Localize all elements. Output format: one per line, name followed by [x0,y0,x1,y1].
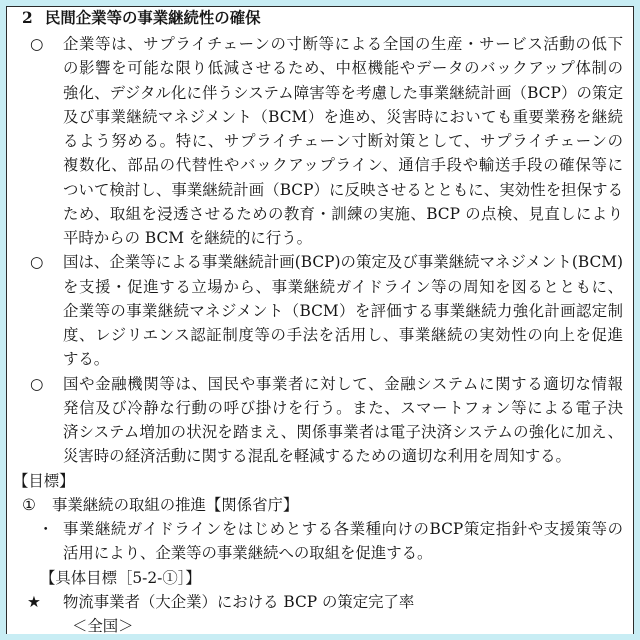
paragraph-line: 企業等は、サプライチェーンの寸断等による全国の生産・サービス活動の低下 [63,35,623,53]
paragraph-line: 事業継続ガイドラインをはじめとする各業種向けのBCP策定指針や支援策等の [63,520,623,538]
circle-bullet-marker: ○ [30,374,44,393]
document-page [6,6,634,634]
circled-number-marker: ① [22,495,36,514]
goal-item-title: 事業継続の取組の推進【関係省庁】 [52,495,299,514]
paragraph-line: 平時からの BCM を継続的に行う。 [63,229,312,247]
goal-bullet-text [63,517,623,566]
paragraph-line: を支援・促進する立場から、事業継続ガイドライン等の周知を図るとともに、 [63,277,623,296]
paragraph-line: 複数化、部品の代替性やバックアップライン、通信手段や輸送手段の確保等に [63,156,623,175]
paragraph-line: 発信及び冷静な行動の呼び掛けを行う。また、スマートフォン等による電子決 [63,398,623,417]
section-title: 民間企業等の事業継続性の確保 [45,9,261,27]
paragraph-line: 国や金融機関等は、国民や事業者に対して、金融システムに関する適切な情報 [63,374,623,393]
paragraph-text [63,32,623,250]
section-body [7,32,633,638]
paragraph-line: 済システム増加の状況を踏まえ、関係事業者は電子決済システムの強化に加え、 [63,423,623,441]
paragraph-line: 国は、企業等による事業継続計画(BCP)の策定及び事業継続マネジメント(BCM) [63,253,623,272]
paragraph-line: ついて検討し、事業継続計画（BCP）に反映させるとともに、実効性を担保する [63,180,623,199]
target-indicator-text: 物流事業者（大企業）における BCP の策定完了率 [63,592,415,611]
dot-bullet-marker: ・ [38,520,54,538]
paragraph-line: 活用により、企業等の事業継続への取組を促進する。 [63,544,433,563]
circle-bullet-marker: ○ [30,253,44,272]
goals-label: 【目標】 [13,471,75,490]
paragraph-line: るよう努める。特に、サプライチェーン寸断対策として、サプライチェーンの [63,132,623,150]
paragraph-text [63,250,623,371]
section-heading [22,7,260,29]
paragraph-line: する。 [63,350,110,369]
goal-item [7,493,633,517]
specific-target-label: 【具体目標［5-2-①］】 [40,568,201,587]
paragraph-line: 強化、デジタル化に伴うシステム障害等を考慮した事業継続計画（BCP）の策定 [63,83,623,102]
section-number: 2 [22,9,33,27]
bullet-paragraph [7,32,633,250]
paragraph-line: 災害時の経済活動に関する混乱を軽減するための適切な利用を周知する。 [63,447,571,466]
paragraph-line: 度、レジリエンス認証制度等の手法を活用し、事業継続の実効性の向上を促進 [63,326,623,344]
target-indicator [7,590,633,614]
paragraph-line: 企業等の事業継続マネジメント（BCM）を評価する事業継続力強化計画認定制 [63,301,623,320]
bullet-paragraph [7,372,633,469]
bullet-paragraph [7,250,633,371]
star-icon: ★ [27,592,41,611]
target-scope: ＜全国＞ [72,617,134,635]
paragraph-text [63,372,623,469]
goal-bullet [7,517,633,566]
paragraph-line: 及び事業継続マネジメント（BCM）を進め、災害時においても重要業務を継続 [63,107,623,126]
paragraph-line: の影響を可能な限り低減させるため、中枢機能やデータのバックアップ体制の [63,59,623,78]
paragraph-line: ため、取組を浸透させるための教育・訓練の実施、BCP の点検、見直しにより [63,204,623,223]
circle-bullet-marker: ○ [30,35,44,53]
